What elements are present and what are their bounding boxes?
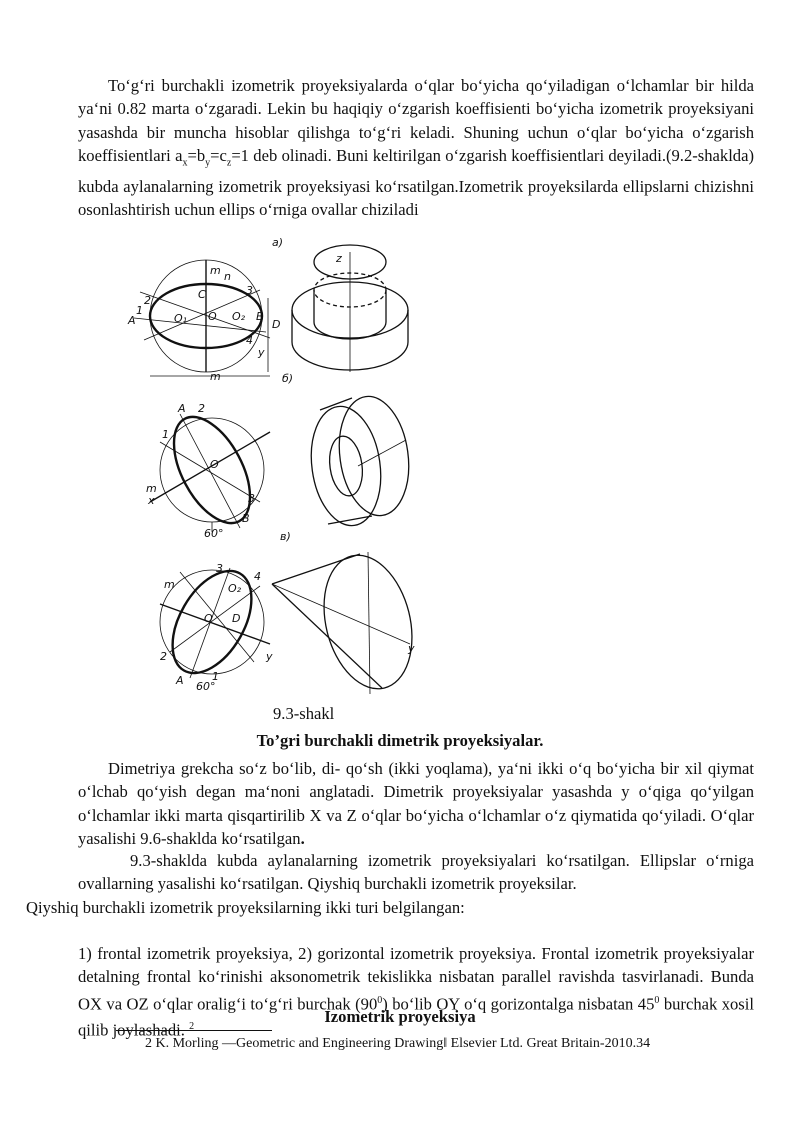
subscript-z: z	[226, 157, 232, 169]
dimetric-text: Dimetriya grekcha so‘z bo‘lib, di- qo‘sh (ikki yoqlama), ya‘ni ikki o‘q bo‘yicha bir xil qiymat o‘lchab qo‘yish degan ma‘noni anglatadi. Dimetrik proyeksiyalar yasashda y o‘qiga qo‘yilgan o‘lchamlar ikki marta qisqartirilib X va Z o‘qlar bo‘yicha o‘lchamlar o‘z qiymatida qo‘yiladi. O‘qlar yasalishi 9.6-shaklda ko‘rsatilgan	[78, 759, 754, 848]
intro-text-1: To‘g‘ri burchakli izometrik proyeksiyalarda o‘qlar bo‘yicha qo‘yiladigan o‘lchamlar bir hilda ya‘ni 0.82 marta o‘zgaradi. Lekin bu haqiqiy o‘zgarish koeffisienti bo‘yicha izometrik proyeksiyani yasashda bir muncha hisoblar qilishga to‘g‘ri keladi. Shuning uchun o‘qlar bo‘yicha o‘zgarish koeffisientlari a	[78, 76, 754, 165]
axis-m-label-b: m	[146, 482, 157, 495]
angle-60-label: 60°	[204, 527, 224, 540]
point-1-label-c: 1	[212, 670, 219, 683]
dimetric-period: .	[300, 828, 305, 848]
dimetric-paragraph	[78, 757, 754, 850]
point-o-label: O	[208, 310, 217, 323]
footnote-ref[interactable]: 2	[189, 1021, 195, 1033]
axis-m-label: m	[210, 264, 221, 277]
point-o1-label: O₁	[174, 312, 188, 325]
axis-m-label-c: m	[164, 578, 175, 591]
point-n-label: n	[224, 270, 231, 283]
axis-d-label-c: D	[232, 612, 241, 625]
fig-label-b: б)	[282, 372, 294, 385]
fig-label-a: a)	[272, 236, 284, 249]
section-heading-isometric: Izometrik proyeksiya	[324, 1007, 476, 1026]
axis-m-label-2: m	[210, 370, 221, 383]
figure-description-paragraph	[26, 849, 754, 919]
subscript-x: x	[182, 157, 188, 169]
intro-paragraph	[78, 74, 754, 221]
point-2-label-b: 2	[198, 402, 205, 415]
intro-eq-2: =c	[210, 145, 227, 165]
angle-60-label-c: 60°	[196, 680, 216, 693]
intro-text-2: =1 deb olinadi. Buni keltirilgan o‘zgarish koeffisientlari deyiladi.(9.2-shaklda) kubda aylanalarning izometrik proyeksiyasi ko‘rsatilgan.Izometrik proyeksilarda ellipslarni chizishni osonlashtirish uchun ellips o‘rniga ovallar chiziladi	[78, 145, 754, 219]
degree-sup-2: 0	[654, 994, 660, 1006]
frontal-isometric-paragraph	[78, 942, 754, 1042]
point-a-label-b: A	[178, 402, 186, 415]
footnote-text: 2 K. Morling ―Geometric and Engineering Drawing‖ Elsevier Ltd. Great Britain-2010.34	[145, 1036, 651, 1051]
isometric-figure	[120, 232, 680, 702]
point-o-label-c: O	[204, 612, 213, 625]
degree-sup-1: 0	[377, 994, 383, 1006]
ring-figure	[304, 392, 416, 530]
point-4-label-c: 4	[254, 570, 261, 583]
point-a-label-c: A	[176, 674, 184, 687]
point-c-label: C	[198, 288, 206, 301]
cylinder-disk-figure	[292, 245, 408, 372]
axis-d-label: D	[272, 318, 281, 331]
point-2-label-c: 2	[160, 650, 167, 663]
axis-y-label-cone: y	[408, 642, 415, 655]
oval-construction-a	[134, 260, 270, 376]
para4-text-2: ) bo‘lib OY o‘q gorizontalga nisbatan 45	[382, 994, 655, 1014]
para4-text-1: 1) frontal izometrik proyeksiya, 2) gorizontal izometrik proyeksiya. Frontal izometrik proyeksiyalar detalning frontal ko‘rinishi aksonometrik tekislikka nisbatan parallel ravishda tasvirlanadi. Bunda OX va OZ o‘qlar oralig‘i to‘g‘ri burchak (90	[78, 944, 754, 1014]
point-3-label: 3	[246, 284, 253, 297]
point-3-label-c: 3	[216, 562, 223, 575]
point-1-label-b: 1	[162, 428, 169, 441]
axis-y-label: y	[258, 346, 265, 359]
point-3-label-b: 3	[248, 492, 255, 505]
cone-figure	[272, 546, 425, 698]
para3-line2: Qiyshiq burchakli izometrik proyeksilarning ikki turi belgilangan:	[26, 897, 465, 917]
intro-eq-1: =b	[187, 145, 206, 165]
fig-label-v: в)	[280, 530, 291, 543]
point-2-label: 2	[144, 294, 151, 307]
para3-line1: 9.3-shaklda kubda aylanalarning izometrik proyeksiyalari ko‘rsatilgan. Ellipslar o‘rniga ovallarning yasalishi ko‘rsatilgan. Qiyshiq burchakli izometrik proyeksilar.	[78, 851, 754, 894]
axis-x-label: x	[148, 494, 155, 507]
axis-z-label: z	[336, 252, 342, 265]
oval-construction-c	[156, 558, 270, 687]
footnote-divider	[116, 1030, 272, 1031]
para4-text-3: burchak xosil qilib joylashadi.	[78, 994, 754, 1040]
point-a-label: A	[128, 314, 136, 327]
figure-caption: 9.3-shakl	[273, 704, 335, 723]
section-heading-dimetric: To’gri burchakli dimetrik proyeksiyalar.	[256, 731, 544, 750]
subscript-y: y	[205, 157, 211, 169]
point-o2-label: O₂	[232, 310, 246, 323]
point-1-label: 1	[136, 304, 143, 317]
point-4-label: 4	[246, 334, 253, 347]
point-b-label: B	[256, 310, 264, 323]
point-o-label-b: O	[210, 458, 219, 471]
point-o2-label-c: O₂	[228, 582, 242, 595]
point-b-label-b: B	[242, 512, 250, 525]
axis-y-label-c: y	[266, 650, 273, 663]
